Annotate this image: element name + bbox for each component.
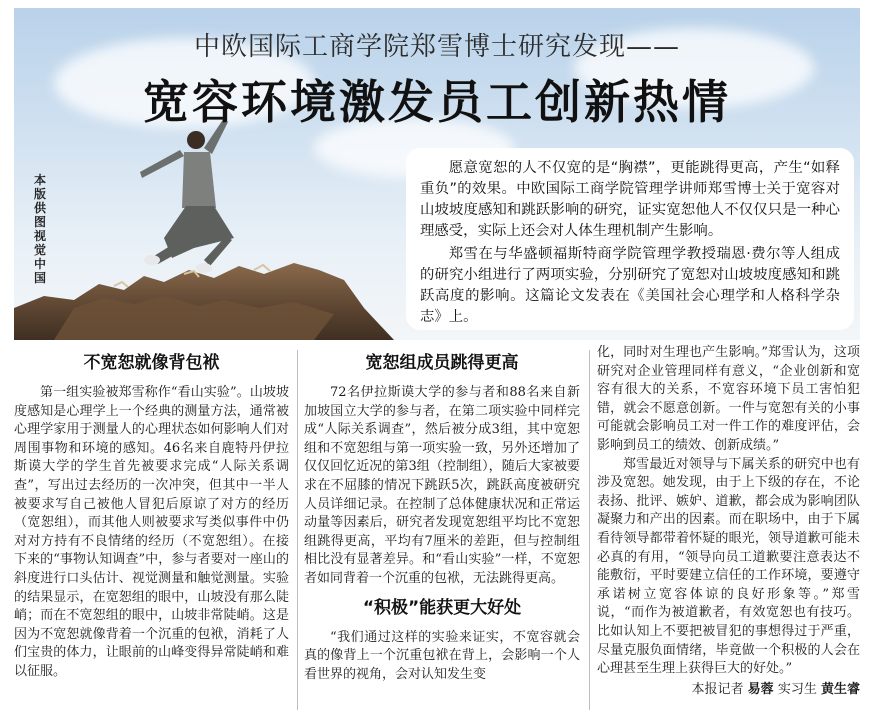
body-paragraph: 72名伊拉斯谟大学的参与者和88名来自新加坡国立大学的参与者，在第二项实验中同样完成“人际关系调查”，然后被分成3组，其中宽恕组和不宽恕组与第一项实验一致，另外还增加了仅仅回忆近况的第3组（控制组），随后大家被要求在不屈膝的情况下跳跃5次，跳跃高度被研究人员详细记录。在控制了总体健康状况和正常运动量等因素后，研究者发现宽恕组平均比不宽恕组跳得更高，平均有7厘米的差距，但与控制组相比没有显著差异。和“看山实验”一样，不宽恕者如同背着一个沉重的包袱，无法跳得更高。: [304, 385, 580, 586]
subhead: “积极”能获更大好处: [362, 597, 522, 618]
article-column-1: [14, 344, 289, 714]
article-column-2: [304, 344, 580, 714]
intro-box: [406, 148, 854, 330]
intro-paragraph: 郑雪在与华盛顿福斯特商学院管理学教授瑞恩·费尔等人组成的研究小组进行了两项实验，分别研究了宽恕对山坡坡度感知和跳跃高度的影响。这篇论文发表在《美国社会心理学和人格科学杂志》上。: [420, 246, 840, 325]
intern-name: 黄生睿: [820, 681, 860, 697]
headline-kicker: 中欧国际工商学院郑雪博士研究发现——: [193, 32, 680, 62]
byline-prefix: 本报记者: [691, 681, 744, 697]
subhead: 不宽恕就像背包袱: [83, 353, 220, 373]
photo-credit: 本版供图 视觉中国: [34, 173, 47, 285]
reporter-name: 易蓉: [747, 681, 774, 697]
column-divider: [589, 350, 590, 710]
intern-label: 实习生: [777, 681, 817, 697]
body-paragraph: “我们通过这样的实验来证实，不宽容就会真的像背上一个沉重包袱在背上，会影响一个人看世界的视角，会对认知发生变: [304, 629, 580, 682]
article-columns: [14, 344, 860, 714]
column-divider: [297, 350, 298, 710]
intro-paragraph: 愿意宽恕的人不仅宽的是“胸襟”，更能跳得更高，产生“如释重负”的效果。中欧国际工商学院管理学讲师郑雪博士关于宽容对山坡坡度感知和跳跃影响的研究，证实宽恕他人不仅仅只是一种心理感受，实际上还会对人体生理机制产生影响。: [420, 160, 840, 239]
article-column-3: [597, 344, 860, 714]
subhead: 宽恕组成员跳得更高: [365, 353, 519, 373]
jumping-woman-image: [124, 108, 274, 298]
main-headline: 宽容环境激发员工创新热情: [143, 75, 731, 129]
byline: [597, 681, 860, 700]
body-paragraph: 化，同时对生理也产生影响。”郑雪认为，这项研究对企业管理同样有意义，“企业创新和宽容有很大的关系，不宽容环境下员工害怕犯错，就会不愿意创新。一件与宽恕有关的小事可能就会影响员工对一件工作的难度评估，会影响到员工的绩效、创新成绩。”: [597, 345, 860, 453]
body-paragraph: 郑雪最近对领导与下属关系的研究中也有涉及宽恕。她发现，由于上下级的存在，不论表扬、批评、嫉妒、道歉，都会成为影响团队凝聚力和产出的因素。而在职场中，由于下属看待领导都带着怀疑的眼光，领导道歉可能未必真的有用，“领导向员工道歉要注意表达不能敷衍，平时要建立信任的工作环境，要遵守承诺树立宽容体谅的良好形象等。”郑雪说，“而作为被道歉者，有效宽恕也有技巧。比如认知上不要把被冒犯的事想得过于严重，尽量克服负面情绪，毕竟做一个积极的人会在心理甚至生理上获得巨大的好处。”: [597, 456, 860, 677]
body-paragraph: 第一组实验被郑雪称作“看山实验”。山坡坡度感知是心理学上一个经典的测量方法，通常被心理学家用于测量人的心理状态如何影响人们对周围事物和环境的感知。46名来自鹿特丹伊拉斯谟大学的学生首先被要求完成“人际关系调查”，写出过去经历的一次冲突，但其中一半人被要求写自己被他人冒犯后原谅了对方的经历（宽恕组），而其他人则被要求写类似事件中仍对对方持有不良情绪的经历（不宽恕组）。在接下来的“事物认知调查”中，参与者要对一座山的斜度进行口头估计、视觉测量和触觉测量。实验的结果显示，在宽恕组的眼中，山坡没有那么陡峭；而在不宽恕组的眼中，山坡非常陡峭。这是因为不宽恕就像背着一个沉重的包袱，消耗了人们宝贵的体力，让眼前的山峰变得异常陡峭和难以征服。: [14, 385, 289, 679]
header-banner: [14, 8, 860, 340]
